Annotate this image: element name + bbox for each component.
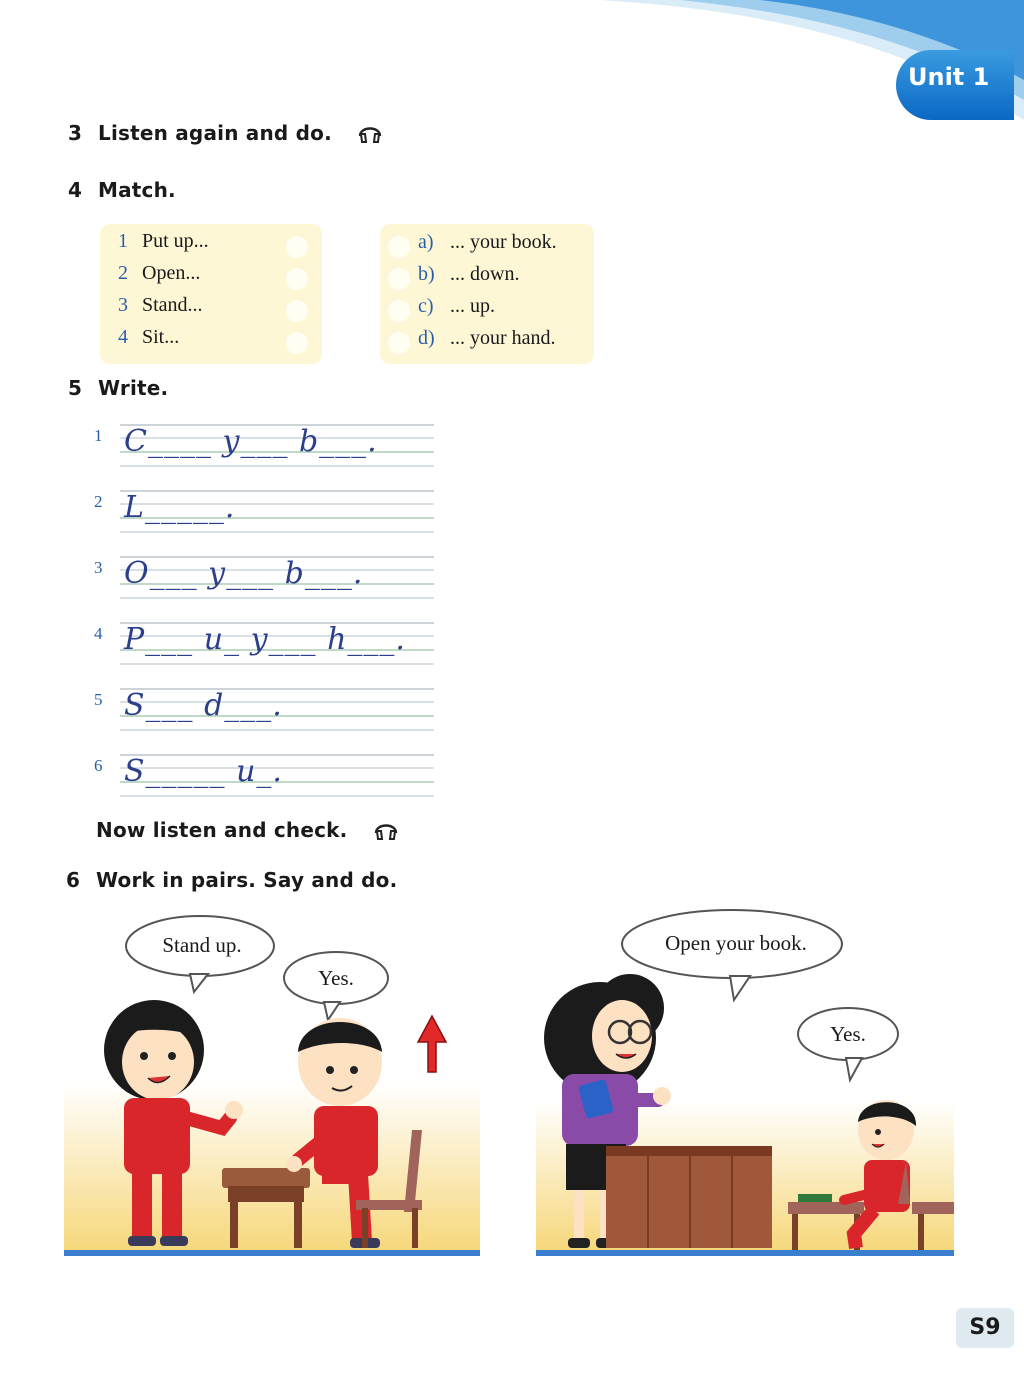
match-right-item: a) ... your book. bbox=[418, 231, 557, 253]
exercise-3-heading bbox=[68, 120, 383, 145]
speech-bubble-text: Stand up. bbox=[162, 933, 242, 957]
match-dot[interactable] bbox=[286, 332, 308, 354]
book-icon bbox=[798, 1194, 832, 1202]
match-dot[interactable] bbox=[286, 268, 308, 290]
scene-stand-up bbox=[62, 912, 482, 1262]
headphones-icon bbox=[357, 120, 383, 144]
arrow-up-icon bbox=[418, 1016, 446, 1072]
match-right-item: b) ... down. bbox=[418, 263, 520, 285]
write-item: 4 P___ u_ y___ h___. bbox=[94, 622, 436, 678]
match-dot[interactable] bbox=[388, 268, 410, 290]
exercise-number: 3 bbox=[68, 121, 83, 145]
exercise-title: Work in pairs. Say and do. bbox=[96, 868, 398, 892]
speech-bubble-text: Yes. bbox=[830, 1022, 866, 1046]
speech-bubble-text: Open your book. bbox=[665, 931, 807, 955]
teacher-desk bbox=[606, 1146, 772, 1248]
match-dot[interactable] bbox=[388, 300, 410, 322]
header-banner bbox=[0, 0, 1024, 140]
match-left-item: 1 Put up... bbox=[118, 230, 209, 252]
match-right-box bbox=[380, 224, 594, 364]
page-number: S9 bbox=[956, 1308, 1014, 1348]
speech-bubble-text: Yes. bbox=[318, 966, 354, 990]
match-left-item: 2 Open... bbox=[118, 262, 201, 284]
write-hint: C____ y___ b___. bbox=[124, 424, 378, 459]
listen-check-line bbox=[96, 817, 399, 842]
match-dot[interactable] bbox=[286, 236, 308, 258]
exercise-number: 6 bbox=[66, 868, 81, 892]
match-dot[interactable] bbox=[388, 332, 410, 354]
exercise-title: Listen again and do. bbox=[98, 121, 332, 145]
match-right-item: d) ... your hand. bbox=[418, 327, 556, 349]
unit-badge: Unit 1 bbox=[896, 50, 1014, 120]
exercise-6-heading bbox=[66, 868, 397, 892]
match-left-item: 3 Stand... bbox=[118, 294, 203, 316]
write-hint: O___ y___ b___. bbox=[124, 556, 364, 591]
listen-check-text: Now listen and check. bbox=[96, 818, 348, 842]
write-item: 6 S_____ u_. bbox=[94, 754, 436, 810]
write-hint: L_____. bbox=[124, 490, 236, 525]
write-hint: P___ u_ y___ h___. bbox=[124, 622, 406, 657]
write-hint: S___ d___. bbox=[124, 688, 283, 723]
write-item: 2 L_____. bbox=[94, 490, 436, 546]
match-right-item: c) ... up. bbox=[418, 295, 495, 317]
exercise-title: Write. bbox=[98, 376, 169, 400]
exercise-number: 4 bbox=[68, 178, 83, 202]
write-hint: S_____ u_. bbox=[124, 754, 283, 789]
exercise-title: Match. bbox=[98, 178, 176, 202]
match-dot[interactable] bbox=[286, 300, 308, 322]
exercise-5-heading bbox=[68, 376, 168, 400]
exercise-4-heading bbox=[68, 178, 176, 202]
write-item: 1 C____ y___ b___. bbox=[94, 424, 436, 480]
headphones-icon bbox=[373, 817, 399, 841]
write-item: 5 S___ d___. bbox=[94, 688, 436, 744]
write-item: 3 O___ y___ b___. bbox=[94, 556, 436, 612]
match-left-box bbox=[100, 224, 322, 364]
match-dot[interactable] bbox=[388, 236, 410, 258]
match-left-item: 4 Sit... bbox=[118, 326, 180, 348]
scene-open-book bbox=[534, 904, 956, 1262]
exercise-number: 5 bbox=[68, 376, 83, 400]
